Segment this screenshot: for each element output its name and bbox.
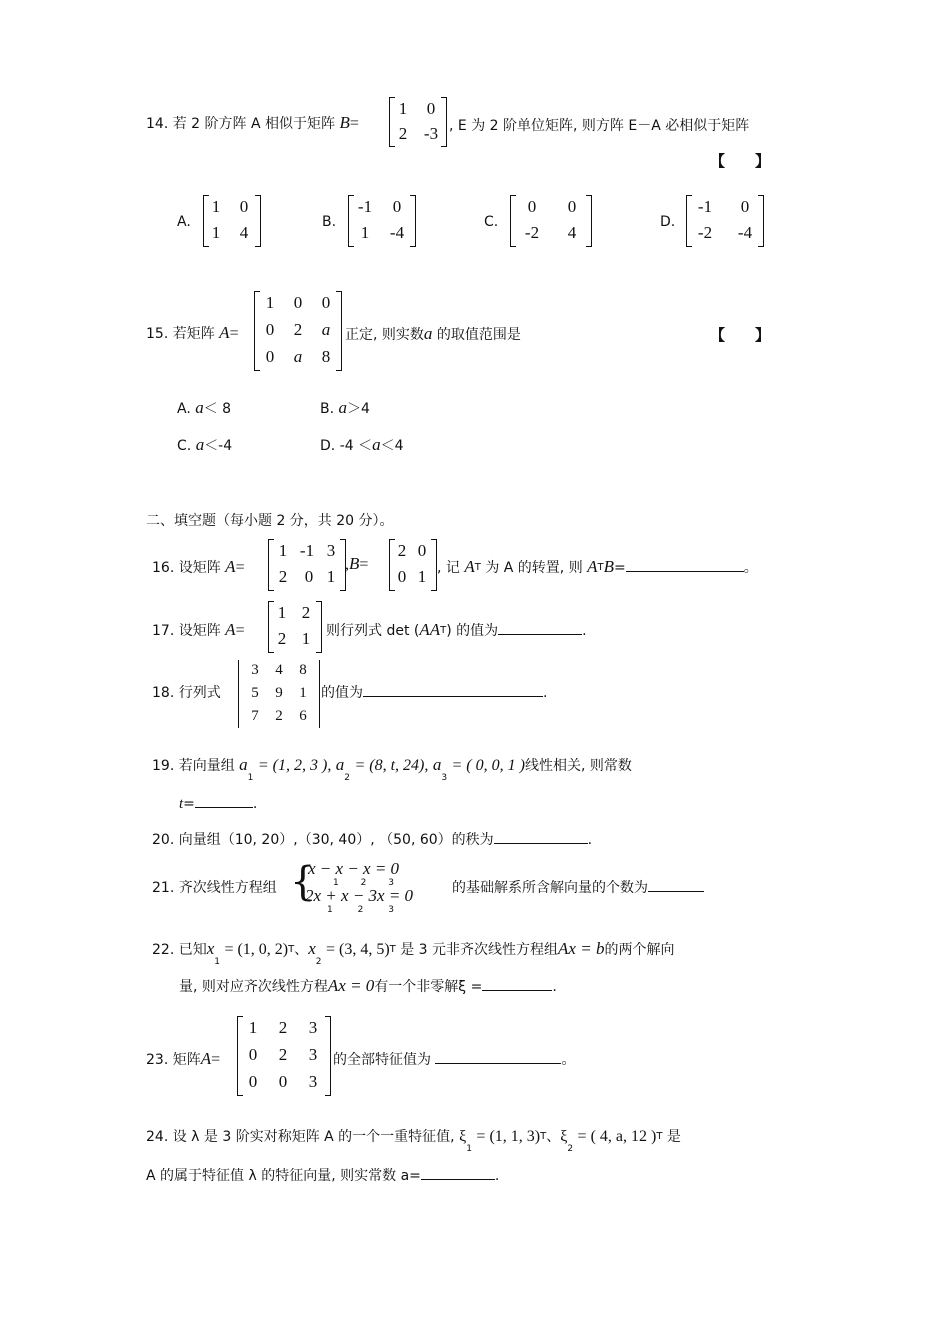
q24-v2: = ( 4, a, 12 )	[577, 1128, 657, 1145]
q14-d-21: -2	[697, 223, 713, 242]
q14-a-12: 0	[239, 197, 249, 216]
q23-matrix	[237, 1016, 331, 1096]
q14-text-a: 14. 若 2 阶方阵 A 相似于矩阵	[146, 116, 335, 132]
q15-matrix-symbol: A	[219, 323, 230, 342]
q16-comma: ,	[345, 556, 349, 573]
q14-option-d-matrix	[686, 195, 764, 247]
q23-m-32: 0	[278, 1072, 288, 1091]
q22-x2: x	[308, 939, 316, 958]
q14-b-12: 0	[392, 197, 402, 216]
q16-matrix-A	[268, 539, 346, 591]
q24-v1: = (1, 1, 3)	[476, 1128, 541, 1145]
q14-b-21: 1	[360, 223, 370, 242]
q14-text-b: , E 为 2 阶单位矩阵, 则方阵 E－A 必相似于矩阵	[449, 118, 750, 134]
q18-tail	[321, 682, 547, 702]
q21-tail	[452, 877, 704, 897]
q17-eq: =	[235, 622, 245, 639]
q18-d-23: 1	[299, 685, 307, 701]
q16-eq2: =	[359, 556, 369, 573]
q15-m-21: 0	[265, 320, 275, 339]
q24-sep: 、	[546, 1129, 561, 1145]
q18-d-31: 7	[251, 708, 259, 724]
q14-option-a-label: A.	[177, 214, 191, 230]
q24-line1	[146, 1126, 681, 1154]
q14-option-a-matrix	[203, 195, 261, 247]
q22-line2a: 量, 则对应齐次线性方程	[179, 979, 328, 995]
q15-b-rest: ＞4	[347, 401, 370, 417]
q16-eq: =	[235, 559, 245, 576]
q21-eq2-s3: 3	[388, 905, 394, 915]
q18-d-33: 6	[299, 708, 307, 724]
q17-m-12: 2	[301, 603, 311, 622]
q22-line2	[179, 976, 557, 996]
q22-x1: x	[206, 939, 215, 958]
q16-tail	[437, 557, 758, 577]
q18-num: 18. 行列式	[152, 685, 221, 701]
q24-end: .	[494, 1168, 500, 1184]
q21-eq2	[305, 886, 413, 906]
q23-answer-blank[interactable]	[435, 1049, 561, 1064]
q22-T2: T	[389, 944, 396, 955]
q19-s2: 2	[344, 773, 350, 783]
q15-stem-b	[345, 324, 521, 344]
q18-d-12: 4	[275, 662, 283, 678]
q16-A-13: 3	[326, 541, 336, 560]
q21-eq2-s1: 1	[327, 905, 333, 915]
q19-eq: =	[183, 796, 195, 812]
q24-text: 24. 设 λ 是 3 阶实对称矩阵 A 的一个一重特征值,	[146, 1129, 455, 1145]
q18-d-22: 9	[275, 685, 283, 701]
q14-a-22: 4	[239, 223, 249, 242]
q24-line2	[146, 1165, 499, 1185]
q16-ATB-A: A	[587, 557, 598, 576]
q17-matrix	[268, 601, 322, 653]
q15-var-a: a	[423, 324, 433, 343]
q16-end: 。	[743, 560, 758, 576]
q17-T: T	[440, 625, 447, 636]
q23-end: 。	[561, 1052, 576, 1068]
q21-text: 的基础解系所含解向量的个数为	[452, 880, 648, 896]
q15-answer-bracket: 【 】	[710, 326, 771, 344]
q15-stem	[146, 323, 239, 343]
q24-T1: T	[540, 1131, 547, 1142]
q22-T1: T	[288, 944, 295, 955]
q15-m-31: 0	[265, 347, 275, 366]
q16-matrix-B	[389, 539, 437, 591]
q16-AT: A	[464, 557, 475, 576]
q17-text3: ) 的值为	[446, 623, 499, 639]
q15-m-22: 2	[293, 320, 303, 339]
q22-sep: 、	[294, 942, 309, 958]
section-2-heading: 二、填空题（每小题 2 分，共 20 分）。	[146, 513, 394, 529]
q21-answer-blank[interactable]	[648, 877, 704, 892]
q19-a3: a	[432, 755, 442, 774]
q16-A-22: 0	[304, 567, 314, 586]
q14-matrix-B	[389, 97, 447, 147]
q19-text2: 线性相关, 则常数	[524, 758, 632, 774]
q15-a-rest: ＜ 8	[203, 401, 232, 417]
q15-text: 正定, 则实数	[345, 327, 424, 343]
q15-matrix	[254, 291, 342, 371]
q14-d-22: -4	[737, 223, 753, 242]
q22-s2: 2	[315, 957, 322, 967]
q16-B-12: 0	[417, 541, 427, 560]
q23-m-13: 3	[308, 1018, 318, 1037]
q14-B-21: 2	[398, 124, 408, 143]
q16-A-12: -1	[299, 541, 315, 560]
q15-m-32: a	[293, 347, 303, 366]
q22-text2: 的两个解向	[604, 942, 675, 958]
q19-line2	[179, 793, 257, 813]
q17-AA: AA	[419, 620, 441, 639]
q15-d-rest: ＜4	[380, 438, 404, 454]
q21-eq1-s2: 2	[360, 878, 367, 888]
q22-end: .	[552, 979, 557, 995]
q19-end: .	[252, 796, 258, 812]
q18-d-21: 5	[251, 685, 259, 701]
q14-answer-bracket: 【 】	[710, 152, 771, 170]
q17-m-22: 1	[301, 629, 311, 648]
q20-answer-blank[interactable]	[494, 829, 588, 844]
q21-eq2-s2: 2	[357, 905, 364, 915]
q14-B-22: -3	[423, 124, 439, 143]
q15-b-var: a	[338, 398, 348, 417]
q22-answer-blank[interactable]	[482, 976, 552, 991]
q22-v2: = (3, 4, 5)	[325, 941, 390, 958]
q19-s1: 1	[247, 773, 254, 783]
q14-matrix-symbol: B	[339, 113, 350, 132]
q14-a-21: 1	[211, 223, 221, 242]
q19-s3: 3	[441, 773, 448, 783]
q21-eq1-s3: 3	[388, 878, 394, 888]
q15-m-23: a	[321, 320, 331, 339]
q16-num	[152, 557, 245, 577]
q18-determinant	[238, 660, 320, 728]
q22-text: 22. 已知	[152, 942, 207, 958]
q16-A: A	[225, 557, 236, 576]
q14-eq: =	[349, 115, 359, 132]
q14-option-c-label: C.	[484, 214, 499, 230]
q15-d-var: a	[372, 435, 381, 454]
q23-m-21: 0	[248, 1045, 258, 1064]
q16-answer-blank[interactable]	[626, 557, 744, 572]
q23-text2: 的全部特征值为	[333, 1052, 431, 1068]
q17-text2: 则行列式 det (	[326, 623, 420, 639]
q18-text: 的值为	[321, 685, 363, 701]
q23-m-12: 2	[278, 1018, 288, 1037]
q15-c-rest: ＜-4	[204, 438, 233, 454]
q16-A-21: 2	[278, 567, 288, 586]
q14-c-11: 0	[527, 197, 537, 216]
q18-d-11: 3	[251, 662, 259, 678]
q15-option-c	[177, 435, 232, 455]
q17-num	[152, 620, 245, 640]
q22-v1: = (1, 0, 2)	[224, 941, 289, 958]
q16-text1: , 记	[437, 560, 460, 576]
q24-answer-blank[interactable]	[421, 1165, 495, 1180]
q21-num: 21. 齐次线性方程组	[152, 880, 277, 896]
q17-answer-blank[interactable]	[498, 620, 582, 635]
q15-m-33: 8	[321, 347, 331, 366]
q21-eq1-text: x − x − x = 0	[308, 859, 400, 878]
q15-a-var: a	[195, 398, 204, 417]
q14-c-21: -2	[524, 223, 540, 242]
q14-option-b-label: B.	[322, 214, 337, 230]
q16-A-23: 1	[326, 567, 336, 586]
q15-option-a	[177, 398, 231, 418]
q15-b-label: B.	[320, 401, 335, 417]
q24-xi1: ξ	[459, 1128, 467, 1145]
q16-text: 16. 设矩阵	[152, 560, 221, 576]
q23-m-22: 2	[278, 1045, 288, 1064]
q22-text1: 是 3 元非齐次线性方程组	[400, 942, 559, 958]
q14-option-d-label: D.	[660, 214, 676, 230]
q16-B-label	[345, 554, 368, 574]
q16-B-22: 1	[417, 567, 427, 586]
q14-stem	[146, 113, 359, 133]
q14-B-11: 1	[398, 99, 408, 118]
q21-eq1	[308, 859, 399, 879]
q14-d-11: -1	[697, 197, 713, 216]
q18-end: .	[543, 685, 548, 701]
q19-v2: = (8, t, 24),	[354, 757, 429, 774]
q15-option-b	[320, 398, 370, 418]
q16-eq3: =	[614, 560, 626, 576]
q22-Axb: Ax = b	[558, 939, 605, 958]
q15-eq: =	[229, 325, 239, 342]
q22-s1: 1	[214, 957, 220, 967]
q21-eq2-text: 2x + x − 3x = 0	[305, 886, 414, 905]
q14-a-11: 1	[211, 197, 221, 216]
q16-B-11: 2	[397, 541, 407, 560]
q19-a2: a	[335, 755, 345, 774]
q16-T: T	[474, 562, 481, 573]
q15-c-var: a	[195, 435, 205, 454]
q17-m-11: 1	[277, 603, 287, 622]
q21-brace: {	[290, 859, 316, 905]
q23-eq: =	[211, 1051, 221, 1068]
q17-A: A	[225, 620, 236, 639]
q15-d-label: D.	[320, 438, 336, 454]
q23-text: 23. 矩阵	[146, 1052, 201, 1068]
q22-line1	[152, 939, 675, 967]
q24-s1: 1	[466, 1144, 472, 1154]
q17-m-21: 2	[277, 629, 287, 648]
q19-answer-blank[interactable]	[195, 793, 253, 808]
q15-m-13: 0	[321, 293, 331, 312]
q19-v1: = (1, 2, 3 ),	[257, 757, 332, 774]
q19-t: t	[179, 796, 184, 812]
q15-text2: 的取值范围是	[436, 327, 521, 343]
q14-B-12: 0	[426, 99, 436, 118]
q23-m-11: 1	[248, 1018, 258, 1037]
q23-tail	[333, 1049, 575, 1069]
q19-text: 19. 若向量组	[152, 758, 235, 774]
q23-A: A	[200, 1049, 212, 1068]
q16-T2: T	[597, 562, 604, 573]
q14-c-12: 0	[567, 197, 577, 216]
q24-T2: T	[656, 1131, 663, 1142]
q14-option-c-matrix	[510, 195, 592, 247]
q16-ATB-B: B	[603, 557, 615, 576]
q24-xi2: ξ	[560, 1128, 568, 1145]
q14-d-12: 0	[740, 197, 750, 216]
q23-m-33: 3	[308, 1072, 318, 1091]
q22-line2b: 有一个非零解ξ =	[374, 979, 483, 995]
q19-a1: a	[239, 755, 248, 774]
q23-m-23: 3	[308, 1045, 318, 1064]
q17-tail	[326, 620, 587, 640]
q18-d-32: 2	[275, 708, 283, 724]
q22-Ax0: Ax = 0	[327, 976, 375, 995]
q16-A-11: 1	[278, 541, 288, 560]
q15-c-label: C.	[177, 438, 192, 454]
q23-num	[146, 1049, 220, 1069]
q16-text2: 为 A 的转置, 则	[485, 560, 583, 576]
q17-end: .	[582, 623, 587, 639]
q14-c-22: 4	[567, 223, 577, 242]
q23-m-31: 0	[248, 1072, 258, 1091]
q20-end: .	[587, 832, 593, 848]
q14-b-11: -1	[357, 197, 373, 216]
q20-line	[152, 829, 592, 849]
q19-v3: = ( 0, 0, 1 )	[451, 757, 525, 774]
q20-text: 20. 向量组（10, 20）,（30, 40）, （50, 60）的秩为	[152, 832, 494, 848]
q15-m-11: 1	[265, 293, 275, 312]
q21-eq2-subs	[327, 905, 394, 915]
q15-m-12: 0	[293, 293, 303, 312]
q16-B-21: 0	[397, 567, 407, 586]
q16-B: B	[349, 554, 360, 573]
q15-num: 15. 若矩阵	[146, 326, 215, 342]
q14-option-b-matrix	[348, 195, 416, 247]
q18-d-13: 8	[299, 662, 307, 678]
q24-s2: 2	[567, 1144, 574, 1154]
q19-line1	[152, 755, 632, 783]
q18-answer-blank[interactable]	[363, 682, 543, 697]
q24-text2: 是	[666, 1129, 681, 1145]
q15-option-d	[320, 435, 404, 455]
q15-d-pre: -4 ＜	[339, 438, 373, 454]
q15-a-label: A.	[177, 401, 191, 417]
q24-line2-text: A 的属于特征值 λ 的特征向量, 则实常数 a=	[146, 1168, 421, 1184]
q14-b-22: -4	[389, 223, 405, 242]
q17-text: 17. 设矩阵	[152, 623, 221, 639]
q21-eq1-s1: 1	[333, 878, 339, 888]
